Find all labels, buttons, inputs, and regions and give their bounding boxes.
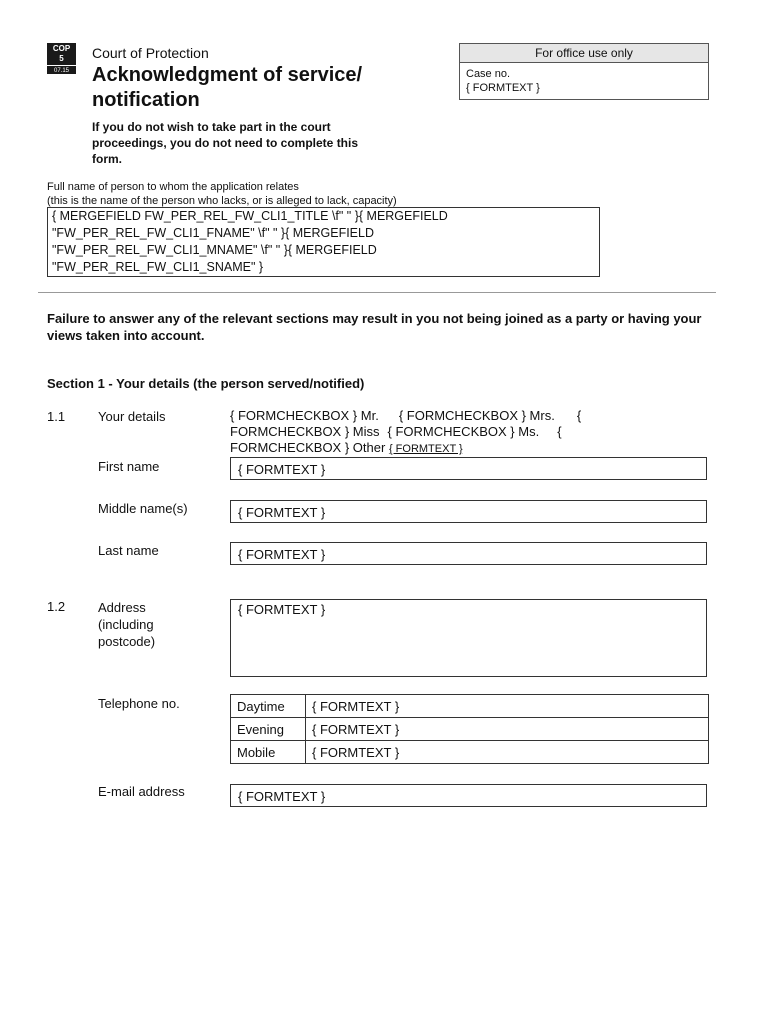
first-name-field[interactable]: { FORMTEXT } (230, 457, 707, 480)
checkbox-ms[interactable]: { FORMCHECKBOX } Ms. (387, 424, 540, 439)
telephone-evening-label: Evening (231, 718, 306, 741)
form-code-line1: COP (52, 44, 71, 53)
subject-name-label-line1: Full name of person to whom the application relates (47, 181, 299, 193)
first-name-label: First name (98, 459, 160, 474)
office-use-heading: For office use only (460, 44, 708, 63)
telephone-row (231, 718, 709, 741)
court-name: Court of Protection (92, 45, 209, 61)
email-label: E-mail address (98, 784, 185, 799)
telephone-label: Telephone no. (98, 696, 180, 711)
case-number-field[interactable]: { FORMTEXT } (466, 82, 540, 94)
failure-warning: Failure to answer any of the relevant sections may result in you not being joined as a party or having your views taken into account. (47, 311, 702, 343)
checkbox-mr[interactable]: { FORMCHECKBOX } Mr. (230, 408, 379, 423)
telephone-mobile-field[interactable]: { FORMTEXT } (306, 741, 709, 764)
participation-notice: If you do not wish to take part in the court proceedings, you do not need to complete this form. (92, 120, 359, 166)
form-code-date: 07.15 (47, 65, 76, 76)
telephone-evening-field[interactable]: { FORMTEXT } (306, 718, 709, 741)
checkbox-brace-2: { (557, 424, 562, 439)
address-label (98, 599, 155, 650)
merge-line-2: "FW_PER_REL_FW_CLI1_FNAME" \f" " }{ MERGEFIELD (52, 226, 374, 240)
telephone-row (231, 741, 709, 764)
middle-name-field[interactable]: { FORMTEXT } (230, 500, 707, 523)
section-1-heading: Section 1 - Your details (the person served/notified) (47, 376, 365, 391)
checkbox-brace: { (576, 408, 582, 423)
subject-name-label (47, 180, 607, 208)
merge-line-1: { MERGEFIELD FW_PER_REL_FW_CLI1_TITLE \f" " }{ MERGEFIELD (52, 209, 448, 223)
telephone-daytime-field[interactable]: { FORMTEXT } (306, 695, 709, 718)
address-label-line2: (including (98, 617, 154, 632)
question-1-2-number: 1.2 (47, 599, 66, 614)
telephone-mobile-label: Mobile (231, 741, 306, 764)
case-number-label: Case no. (466, 68, 511, 80)
telephone-daytime-label: Daytime (231, 695, 306, 718)
address-field[interactable]: { FORMTEXT } (230, 599, 707, 677)
office-use-box (459, 43, 709, 100)
email-field[interactable]: { FORMTEXT } (230, 784, 707, 807)
title-checkboxes (230, 408, 650, 457)
section-divider (38, 292, 716, 293)
merge-line-4: "FW_PER_REL_FW_CLI1_SNAME" } (52, 260, 264, 274)
middle-name-label: Middle name(s) (98, 501, 188, 516)
form-code-line2: 5 (59, 54, 64, 63)
telephone-table (230, 694, 709, 764)
subject-name-field[interactable] (47, 207, 600, 277)
other-title-field[interactable]: { FORMTEXT } (388, 443, 463, 455)
address-label-line1: Address (98, 600, 146, 615)
page-title: Acknowledgment of service/ notification (92, 64, 363, 111)
telephone-row (231, 695, 709, 718)
merge-line-3: "FW_PER_REL_FW_CLI1_MNAME" \f" " }{ MERGEFIELD (52, 243, 377, 257)
checkbox-mrs[interactable]: { FORMCHECKBOX } Mrs. (398, 408, 555, 423)
checkbox-other[interactable]: FORMCHECKBOX } Other (230, 440, 386, 455)
checkbox-miss[interactable]: FORMCHECKBOX } Miss (230, 424, 380, 439)
last-name-label: Last name (98, 543, 159, 558)
question-1-1-number: 1.1 (47, 409, 66, 424)
subject-name-label-line2: (this is the name of the person who lacks, or is alleged to lack, capacity) (47, 195, 397, 207)
form-code-badge (47, 43, 76, 74)
last-name-field[interactable]: { FORMTEXT } (230, 542, 707, 565)
your-details-label: Your details (98, 409, 166, 424)
address-label-line3: postcode) (98, 634, 156, 649)
